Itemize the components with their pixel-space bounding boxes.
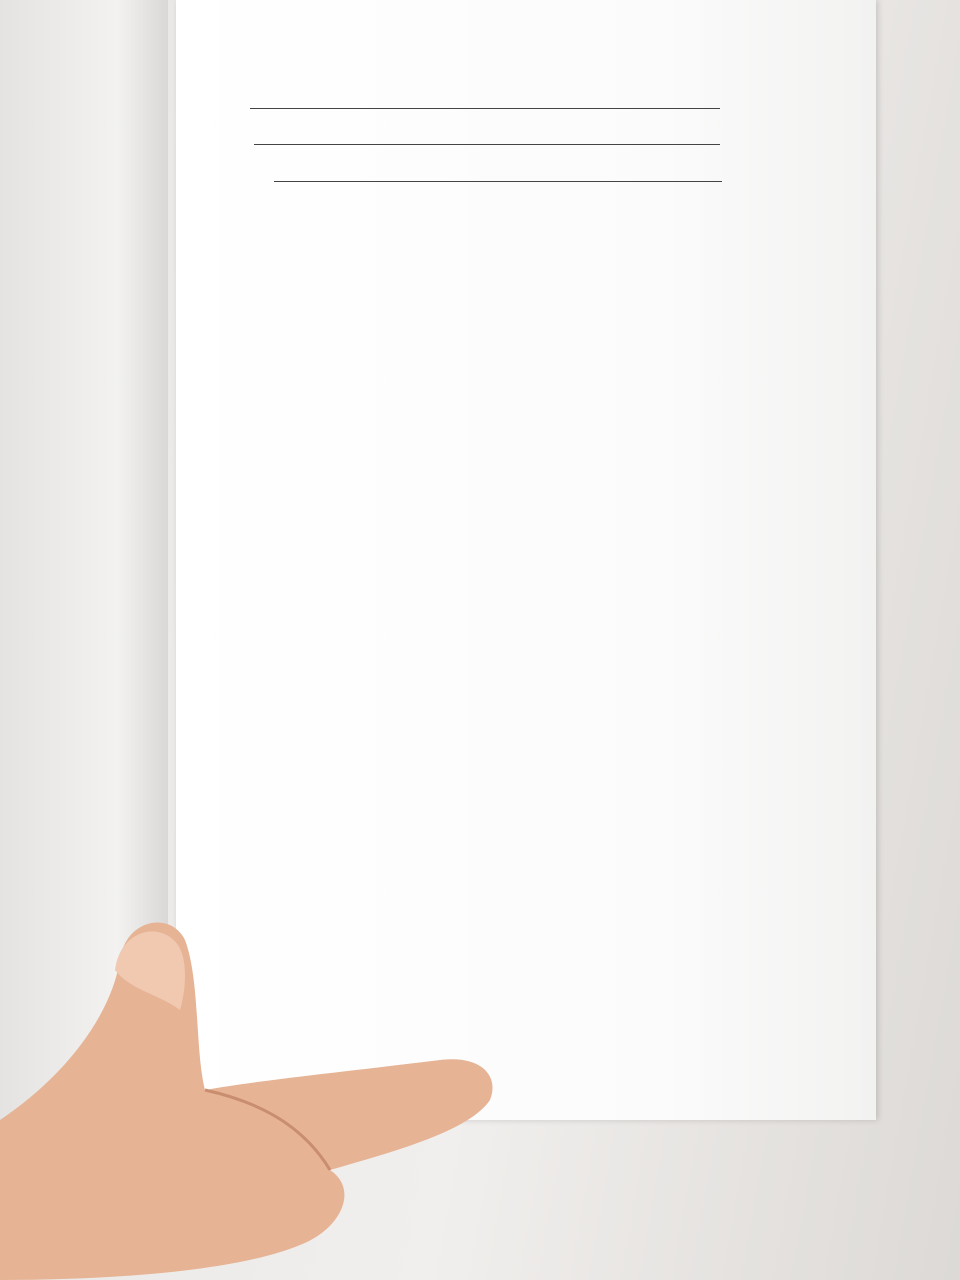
toc-entry xyxy=(270,164,760,187)
table-of-contents xyxy=(260,78,760,187)
section-heading xyxy=(250,126,760,150)
leader-line xyxy=(250,108,720,109)
section-heading xyxy=(246,90,760,114)
leader-line xyxy=(274,181,722,182)
leader-line xyxy=(254,144,720,145)
hand-image xyxy=(0,900,500,1280)
